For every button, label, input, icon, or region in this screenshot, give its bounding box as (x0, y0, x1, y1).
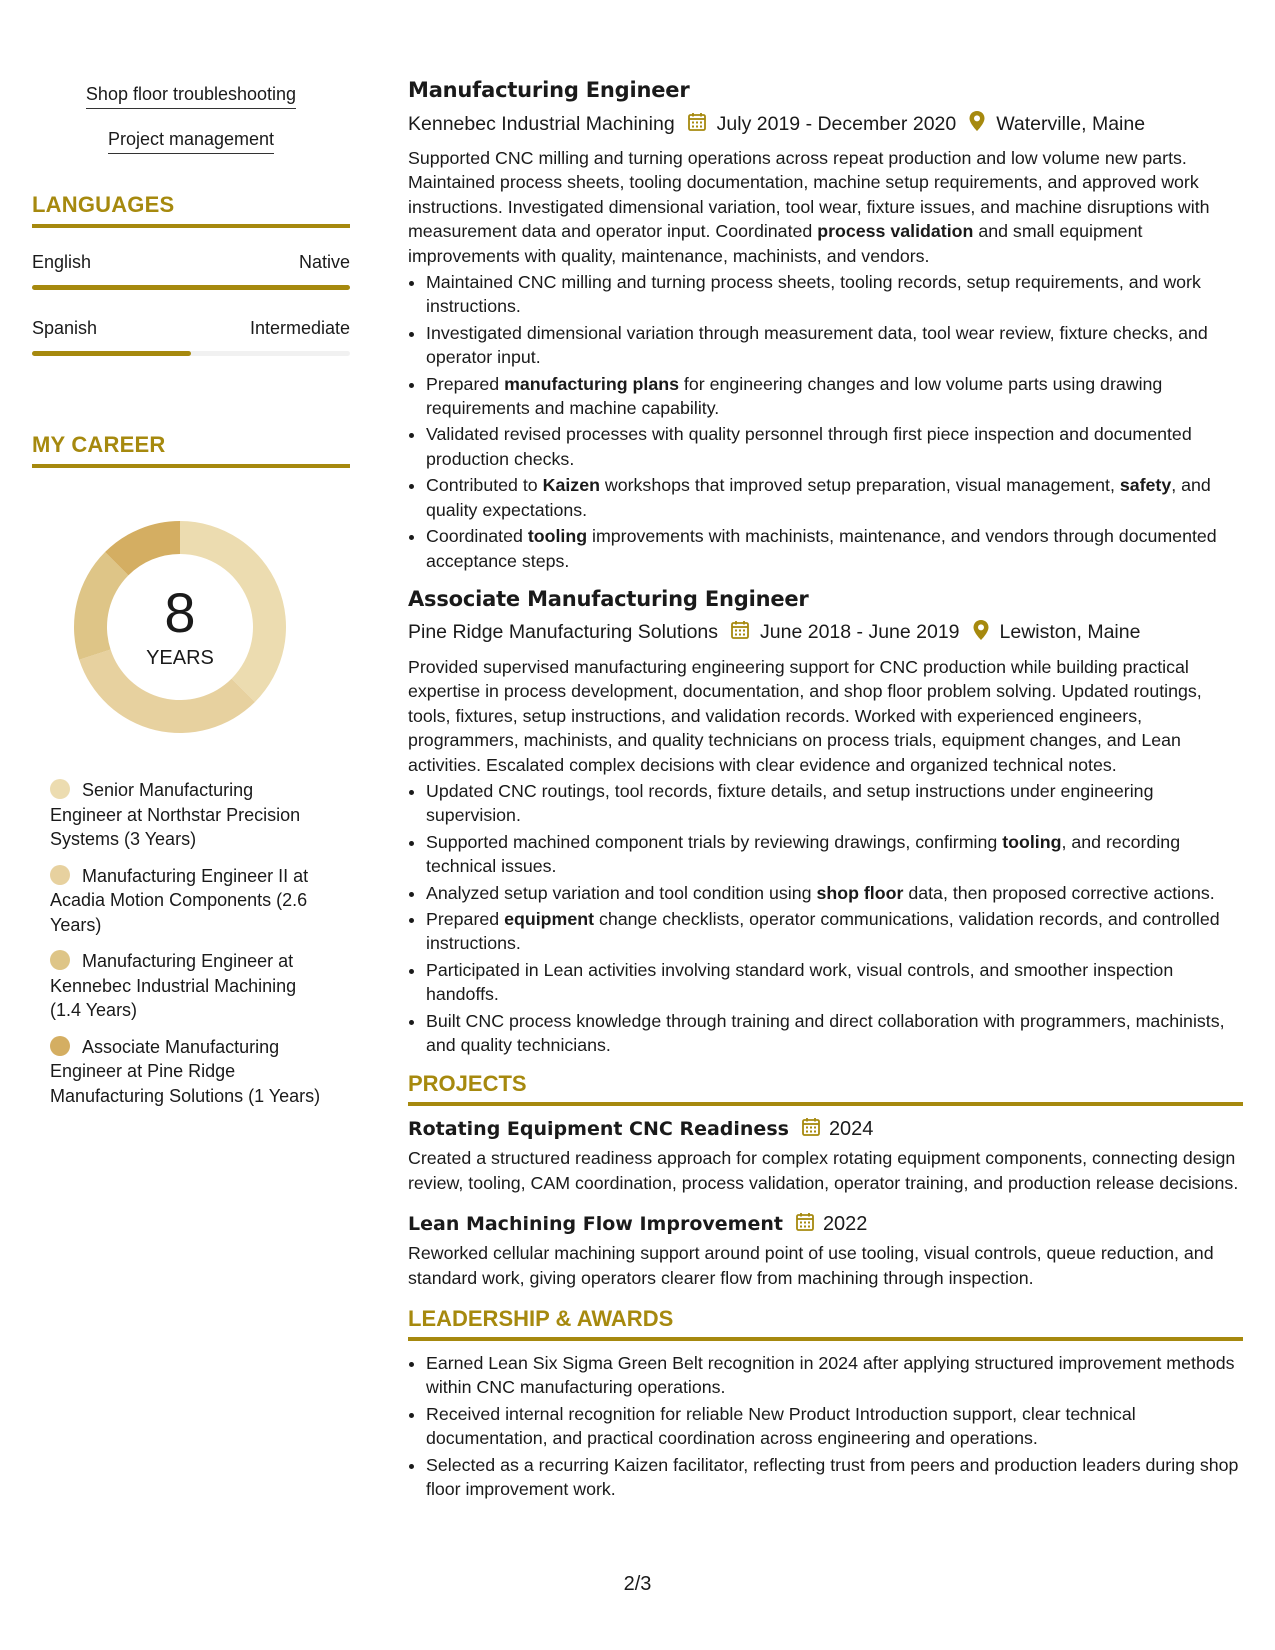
project-year: 2022 (822, 1212, 868, 1235)
career-legend-label: Senior Manufacturing Engineer at Northstar Precision Systems (3 Years) (50, 780, 301, 849)
text-run: Analyzed setup variation and tool condition using (426, 882, 817, 903)
job-bullets (408, 779, 1243, 1057)
list-item (426, 270, 1243, 319)
text-run: Maintained CNC milling and turning process sheets, tooling records, setup requirements, and work instructions. (426, 272, 1201, 317)
calendar-icon (795, 1211, 815, 1237)
text-run: and small equipment improvements with quality, maintenance, machinists, and vendors. (408, 221, 1143, 266)
language-proficiency-fill (32, 351, 191, 356)
text-run: , and quality expectations. (426, 475, 1211, 520)
list-item (426, 958, 1243, 1007)
career-legend-label: Associate Manufacturing Engineer at Pine Ridge Manufacturing Solutions (1 Years) (50, 1036, 321, 1106)
bold-keyword: shop floor (816, 882, 904, 903)
project-description: Created a structured readiness approach for complex rotating equipment components, connecting design review, tooling, CAM coordination, process validation, operator training, and production release decisions. (408, 1148, 1239, 1193)
career-legend-label: Manufacturing Engineer II at Acadia Motion Components (2.6 Years) (50, 865, 309, 935)
career-legend-item (50, 949, 330, 1023)
text-run: Validated revised processes with quality personnel through first piece inspection and documented production checks. (426, 424, 1192, 469)
job-dates: July 2019 - December 2020 (716, 112, 957, 135)
job-bullets (408, 270, 1243, 573)
text-run: Participated in Lean activities involving standard work, visual controls, and smoother inspection handoffs. (426, 959, 1174, 1005)
text-run: data, then proposed corrective actions. (903, 882, 1215, 903)
text-run: improvements with machinists, maintenance, and vendors through documented acceptance steps. (426, 526, 1217, 571)
text-run: Supported CNC milling and turning operations across repeat production and low volume new parts. Maintained process sheets, tooling documentation, machine setup requirements, and approved work instructions. Investigated dimensional variation, tool wear, fixture issues, and machine disruptions with measurement data and operator input. Coordinated (408, 148, 1210, 242)
bold-keyword: Kaizen (542, 475, 600, 496)
job-title: Associate Manufacturing Engineer (408, 586, 809, 611)
list-item (426, 372, 1243, 421)
job-location: Waterville, Maine (996, 112, 1146, 135)
text-run: workshops that improved setup preparation, visual management, (599, 475, 1120, 496)
language-level: Native (298, 252, 350, 272)
location-pin-icon (968, 110, 986, 138)
legend-swatch (50, 779, 70, 799)
legend-swatch (50, 950, 70, 970)
career-heading: MY CAREER (32, 432, 350, 468)
language-proficiency-fill (32, 285, 350, 290)
job-title: Manufacturing Engineer (408, 78, 690, 102)
list-item: • Selected as a recurring Kaizen facilitator, reflecting trust from peers and production leaders during shop floor improvement work. (426, 1453, 1243, 1502)
language-proficiency-bar (32, 351, 350, 356)
location-pin-icon (968, 110, 986, 132)
list-item (426, 779, 1243, 828)
project-title: Rotating Equipment CNC Readiness (408, 1118, 789, 1141)
company-name: Pine Ridge Manufacturing Solutions (408, 621, 719, 644)
career-total-years: 8 (164, 580, 196, 644)
bold-keyword: process validation (817, 221, 974, 242)
text-run: Prepared (426, 908, 505, 929)
text-run: Investigated dimensional variation through measurement data, tool wear review, fixture checks, and operator input. (426, 322, 1208, 368)
career-legend-item (50, 1035, 330, 1109)
text-run: Provided supervised manufacturing engineering support for CNC production while building practical expertise in process development, documentation, and shop floor problem solving. Updated routings, tools, fixtures, setup instructions, and validation records. Worked with experienced engineers, programmers, machinists, and quality technicians on process trials, equipment changes, and Lean activities. Escalated complex decisions with clear evidence and organized technical notes. (408, 656, 1202, 775)
text-run: Updated CNC routings, tool records, fixture details, and setup instructions under engineering supervision. (426, 780, 1154, 826)
list-item (426, 473, 1243, 522)
list-item: • Received internal recognition for reliable New Product Introduction support, clear technical documentation, and practical coordination across engineering and operations. (426, 1402, 1243, 1451)
text-run: , and recording technical issues. (426, 831, 1181, 877)
calendar-icon (687, 111, 707, 138)
project-year: 2024 (828, 1117, 874, 1140)
company-name: Kennebec Industrial Machining (408, 112, 675, 135)
left-column (32, 84, 350, 1120)
career-legend-item (50, 864, 330, 938)
location-pin-icon (972, 619, 990, 641)
list-item: • Earned Lean Six Sigma Green Belt recognition in 2024 after applying structured improvement methods within CNC manufacturing operations. (426, 1351, 1243, 1400)
project-entry (408, 1116, 1243, 1195)
job-dates: June 2018 - June 2019 (760, 621, 960, 644)
calendar-icon (801, 1116, 821, 1142)
text-run: change checklists, operator communications, validation records, and controlled instructions. (426, 908, 1220, 954)
calendar-icon (795, 1211, 815, 1232)
calendar-icon (687, 111, 707, 132)
bold-keyword: equipment (504, 908, 594, 929)
projects-heading: PROJECTS (408, 1071, 1243, 1106)
list-item (426, 422, 1243, 471)
list-item (426, 907, 1243, 956)
language-item (32, 318, 350, 356)
list-item (426, 524, 1243, 573)
career-legend-item (50, 778, 330, 852)
calendar-icon (730, 619, 750, 640)
career-legend (50, 778, 330, 1108)
bold-keyword: tooling (527, 526, 588, 547)
job-summary (408, 146, 1243, 268)
list-item (426, 1009, 1243, 1058)
text-run: for engineering changes and low volume parts using drawing requirements and machine capability. (426, 373, 1163, 419)
career-donut-chart (65, 512, 295, 742)
language-name: English (32, 252, 92, 272)
page-number: 2/3 (623, 1573, 652, 1595)
text-run: Prepared (426, 373, 505, 394)
project-description: Reworked cellular machining support around point of use tooling, visual controls, queue reduction, and standard work, giving operators clearer flow from machining through inspection. (408, 1243, 1214, 1288)
text-run: Contributed to (426, 475, 543, 496)
project-entry (408, 1211, 1243, 1290)
language-name: Spanish (32, 318, 98, 338)
bold-keyword: tooling (1002, 831, 1062, 852)
awards-list (408, 1351, 1243, 1501)
project-title: Lean Machining Flow Improvement (408, 1213, 783, 1236)
job-summary (408, 655, 1243, 777)
language-item (32, 252, 350, 290)
right-column (408, 78, 1243, 1503)
legend-swatch (50, 865, 70, 885)
list-item (426, 881, 1243, 905)
text-run: Supported machined component trials by reviewing drawings, confirming (426, 831, 1003, 852)
bold-keyword: manufacturing plans (504, 373, 679, 394)
job-location: Lewiston, Maine (999, 621, 1141, 644)
skill-tag (32, 84, 350, 109)
list-item (426, 321, 1243, 370)
list-item (426, 830, 1243, 879)
bold-keyword: safety (1119, 475, 1172, 496)
calendar-icon (801, 1116, 821, 1137)
calendar-icon (730, 619, 750, 646)
career-total-unit: YEARS (146, 646, 214, 669)
language-level: Intermediate (249, 318, 350, 338)
language-proficiency-bar (32, 285, 350, 290)
job-entry (408, 587, 1243, 1058)
text-run: Built CNC process knowledge through training and direct collaboration with programmers, machinists, and quality technicians. (426, 1010, 1225, 1055)
job-entry (408, 78, 1243, 573)
skill-tag-label: Shop floor troubleshooting (86, 84, 296, 109)
awards-heading: LEADERSHIP & AWARDS (408, 1306, 1243, 1341)
job-meta (408, 619, 1243, 647)
job-meta (408, 110, 1243, 138)
legend-swatch (50, 1036, 70, 1056)
career-legend-label: Manufacturing Engineer at Kennebec Industrial Machining (1.4 Years) (50, 951, 297, 1020)
languages-heading: LANGUAGES (32, 192, 350, 228)
skill-tag-label: Project management (108, 129, 274, 154)
location-pin-icon (972, 619, 990, 647)
skill-tag (32, 129, 350, 154)
text-run: Coordinated (426, 526, 528, 547)
